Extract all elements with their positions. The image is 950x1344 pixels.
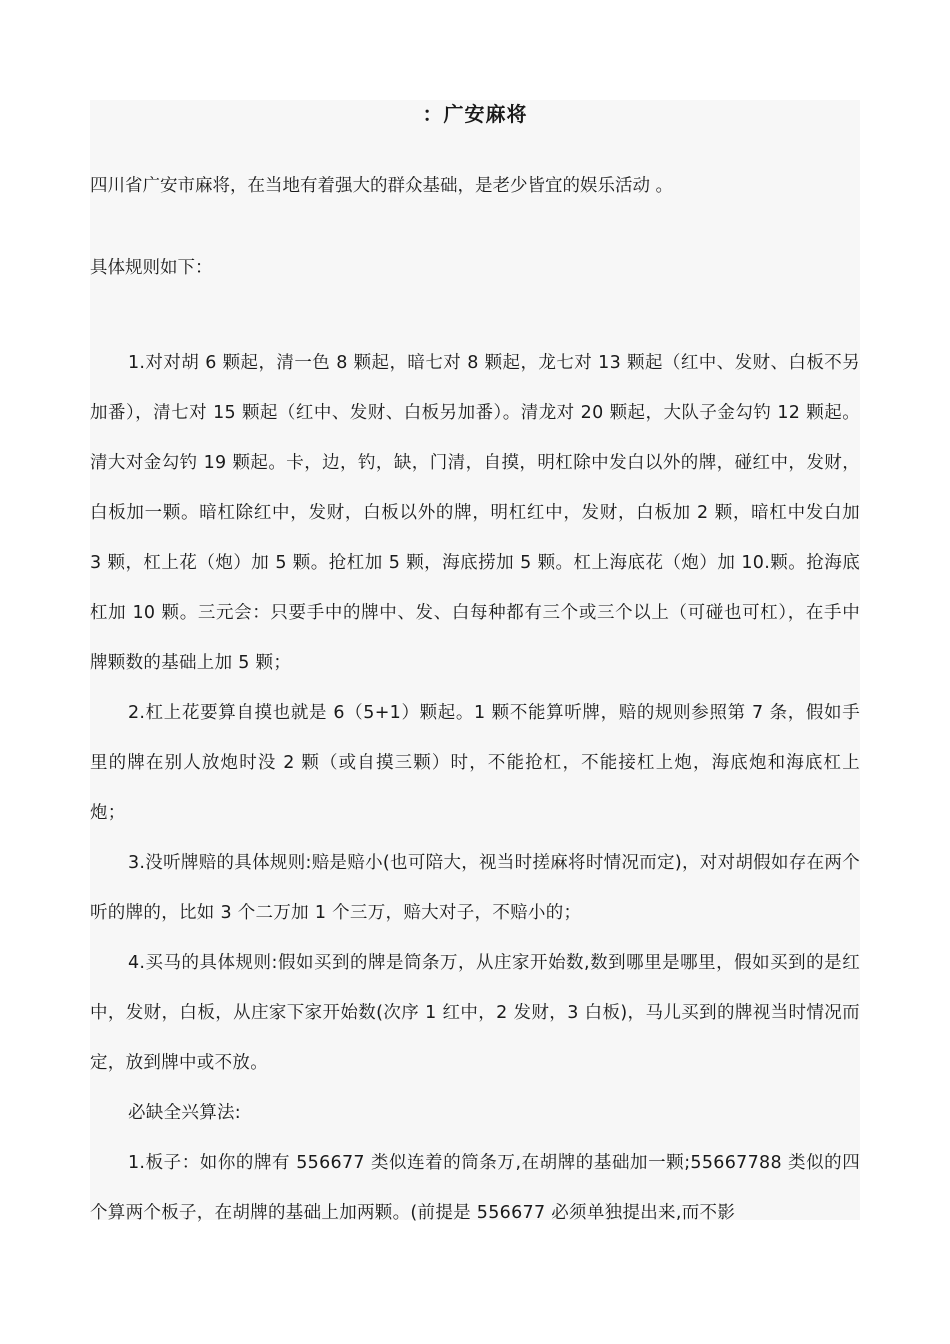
rule-paragraph: 3.没听牌赔的具体规则:赔是赔小(也可陪大，视当时搓麻将时情况而定)，对对胡假如存在两个听的牌的，比如 3 个二万加 1 个三万，赔大对子，不赔小的； — [90, 853, 860, 923]
document-title: ：广安麻将 — [422, 102, 528, 126]
rule-paragraph: 4.买马的具体规则:假如买到的牌是筒条万，从庄家开始数,数到哪里是哪里，假如买到的是红中，发财，白板，从庄家下家开始数(次序 1 红中，2 发财，3 白板)，马儿买到的牌视当时情况而定，放到牌中或不放。 — [90, 953, 860, 1073]
document-content — [90, 100, 860, 1223]
rule-paragraph: 1.板子：如你的牌有 556677 类似连着的筒条万,在胡牌的基础加一颗;55667788 类似的四个算两个板子，在胡牌的基础上加两颗。(前提是 556677 必须单独提出来,而不影 — [90, 1153, 860, 1223]
rules-heading: 具体规则如下： — [90, 258, 213, 278]
rule-paragraph: 1.对对胡 6 颗起，清一色 8 颗起，暗七对 8 颗起，龙七对 13 颗起（红中、发财、白板不另加番），清七对 15 颗起（红中、发财、白板另加番）。清龙对 20 颗起，大队子金勾钓 12 颗起。清大对金勾钓 19 颗起。卡，边，钓，缺，门清，自摸，明杠除中发白以外的牌，碰红中，发财，白板加一颗。暗杠除红中，发财，白板以外的牌，明杠红中，发财，白板加 2 颗，暗杠中发白加 3 颗，杠上花（炮）加 5 颗。抢杠加 5 颗，海底捞加 5 颗。杠上海底花（炮）加 10.颗。抢海底杠加 10 颗。三元会：只要手中的牌中、发、白每种都有三个或三个以上（可碰也可杠），在手中牌颗数的基础上加 5 颗； — [90, 353, 860, 673]
document-page — [90, 100, 860, 1223]
rule-paragraph: 2.杠上花要算自摸也就是 6（5+1）颗起。1 颗不能算听牌，赔的规则参照第 7 条，假如手里的牌在别人放炮时没 2 颗（或自摸三颗）时，不能抢杠，不能接杠上炮，海底炮和海底杠上炮； — [90, 703, 860, 823]
section-heading: 必缺全兴算法: — [128, 1103, 241, 1123]
intro-paragraph: 四川省广安市麻将，在当地有着强大的群众基础，是老少皆宜的娱乐活动 。 — [90, 176, 674, 196]
rules-body — [90, 338, 860, 1238]
